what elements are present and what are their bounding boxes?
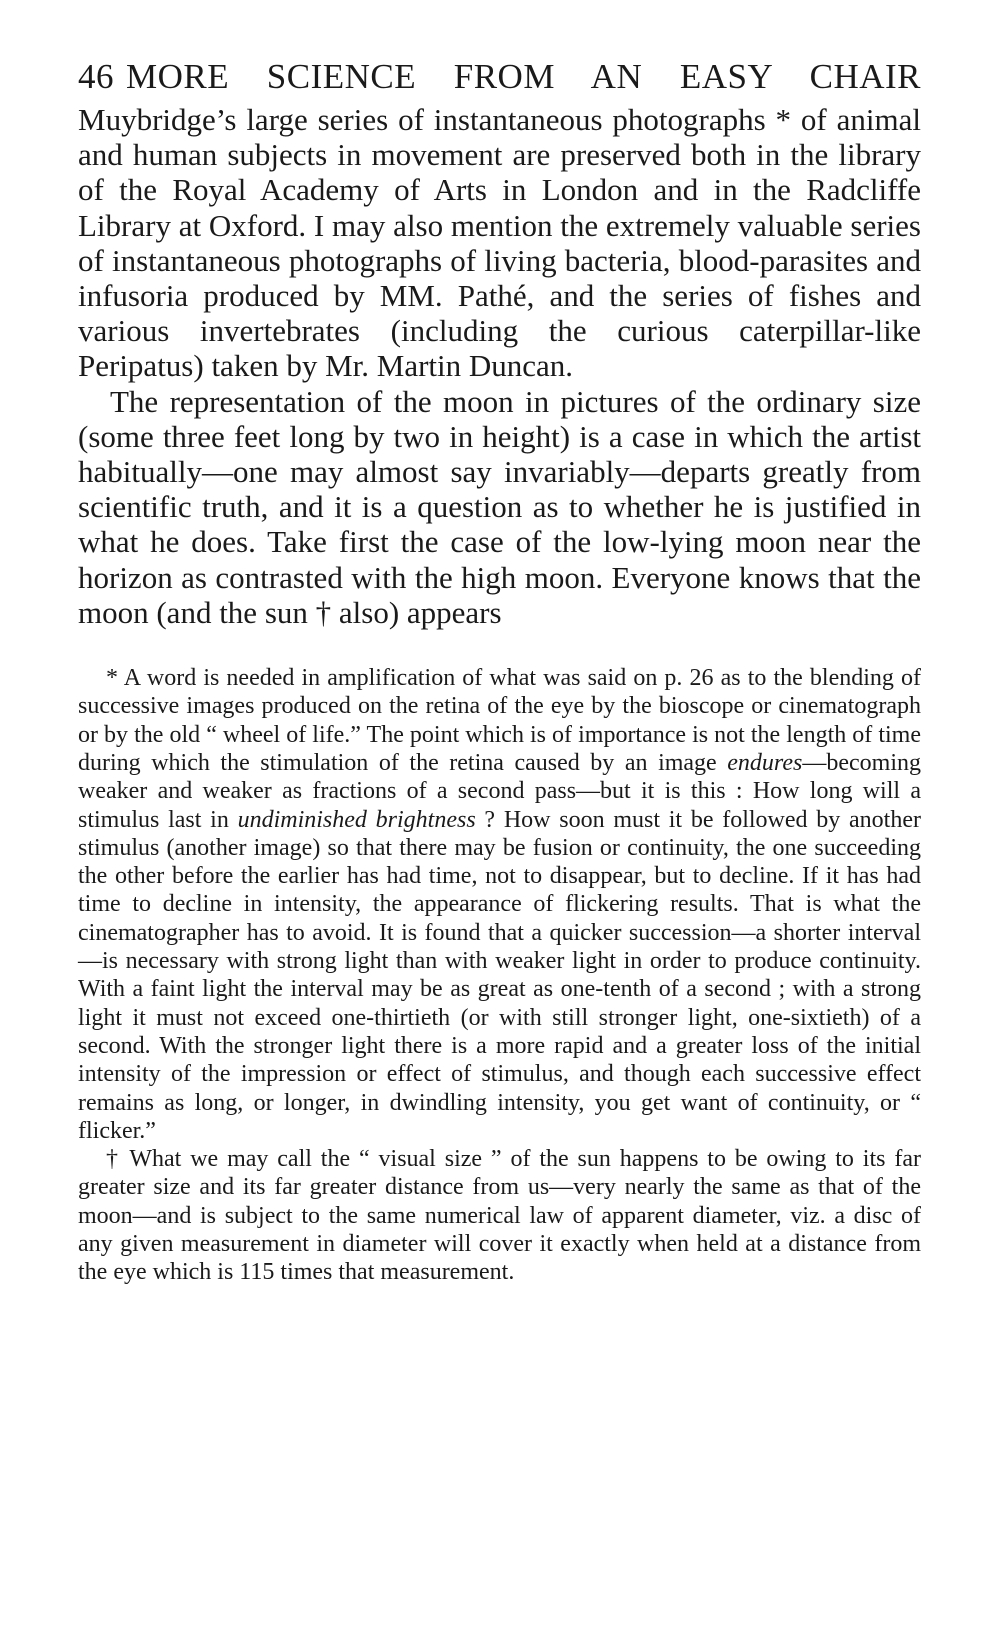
footnote-2-marker: † <box>106 1146 121 1173</box>
footnote-2-text: What we may call the “ visual size ” of the sun happens to be owing to its far greater size and its far greater distance from us—very nearly the same as that of the moon—and is subject to the same numerical law of apparent diameter, viz. a disc of any given measurement in diameter will cover it exactly when held at a distance from the eye which is 115 times that measurement. <box>78 1146 922 1286</box>
footnote-1-text-c: ? How soon must it be followed by another stimulus (another image) so that there may be fusion or continuity, the one succeeding the other before the earlier has had time, not to disappear, but to decline. If it has had time to decline in intensity, the appearance of flickering results. That is what the cinematographer has to avoid. It is found that a quicker succession—a shorter interval—is necessary with strong light than with weaker light in order to produce continuity. With a faint light the interval may be as great as one-tenth of a second ; with a strong light it must not exceed one-thirtieth (or with still stronger light, one-sixtieth) of a second. With the stronger light there is a more rapid and a greater loss of the initial intensity of the impression or effect of stimulus, and though each successive effect remains as long, or longer, in dwindling intensity, you get want of continuity, or “ flicker.” <box>78 806 921 1144</box>
main-text <box>78 102 921 630</box>
footnote-2 <box>78 1145 921 1286</box>
book-page <box>78 56 921 1287</box>
footnote-1-emphasis-a: endures <box>727 749 803 776</box>
footnote-1-text-b: —becoming weaker and weaker as fractions of a second pass—but it is this : How long will a stimulus last in <box>78 749 921 833</box>
body-paragraph-2: The representation of the moon in pictures of the ordinary size (some three feet long by two in height) is a case in which the artist habitually—one may almost say invariably—departs greatly from scientific truth, and it is a question as to whether he is justified in what he does. Take first the case of the low-lying moon near the horizon as contrasted with the high moon. Everyone knows that the moon (and the sun † also) appears <box>78 383 921 630</box>
footnote-1-marker: * <box>106 665 118 692</box>
footnote-1-emphasis-b: undiminished brightness <box>237 806 476 833</box>
footnote-1-text-a: A word is needed in amplification of what was said on p. 26 as to the blending of successive images produced on the retina of the eye by the bioscope or cinematograph or by the old “ wheel of life.” The point which is of importance is not the length of time during which the stimulation of the retina caused by an image <box>78 665 921 776</box>
running-title: MORE SCIENCE FROM AN EASY CHAIR <box>126 57 921 96</box>
footnote-1 <box>78 664 921 1145</box>
body-paragraph-1: Muybridge’s large series of instantaneous photographs * of animal and human subjects in movement are preserved both in the library of the Royal Academy of Arts in London and in the Radcliffe Library at Oxford. I may also mention the extremely valuable series of instantaneous photographs of living bacteria, blood-parasites and infusoria produced by MM. Pathé, and the series of fishes and various invertebrates (including the curious caterpillar-like Peripatus) taken by Mr. Martin Duncan. <box>78 102 921 384</box>
running-head <box>78 56 921 98</box>
footnotes <box>78 664 921 1287</box>
page-number: 46 <box>78 57 114 96</box>
